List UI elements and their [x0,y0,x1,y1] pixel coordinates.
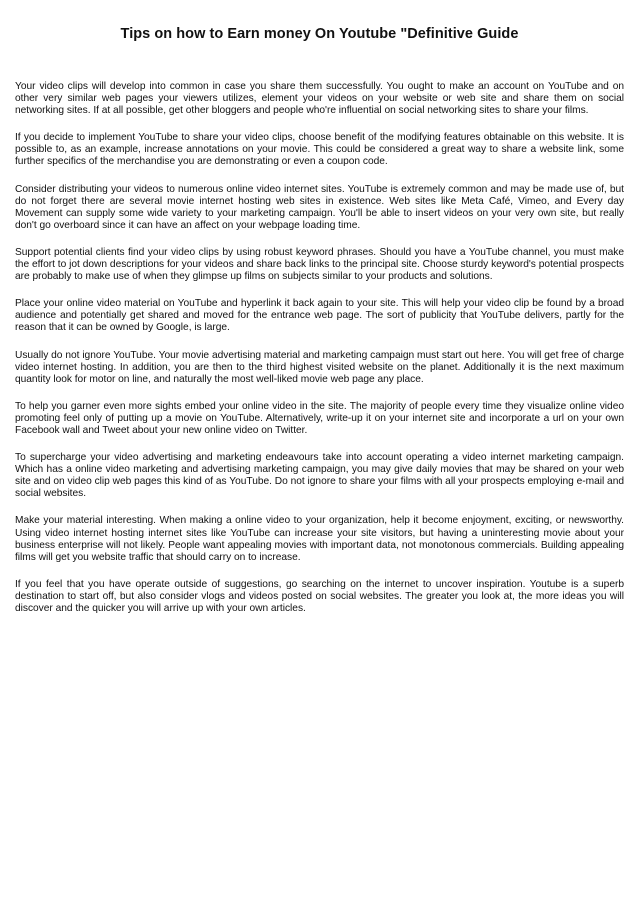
paragraph-10: If you feel that you have operate outside of suggestions, go searching on the internet to uncover inspiration. Youtube is a superb destination to start off, but also consider vlogs and videos posted on social websites. The greater you look at, the more ideas you will discover and the quicker you will arrive up with your own articles. [15,578,624,614]
paragraph-4: Support potential clients find your video clips by using robust keyword phrases. Should you have a YouTube channel, you must make the effort to jot down descriptions for your videos and share back links to the principal site. Choose sturdy keyword's potential prospects are probably to make use of when they glimpse up films on subjects similar to your products and solutions. [15,246,624,283]
document-title: Tips on how to Earn money On Youtube "Definitive Guide [120,26,519,42]
paragraph-8: To supercharge your video advertising and marketing endeavours take into account operating a video internet marketing campaign. Which has a online video marketing and advertising marketing campaign, you may give daily movies that may be shared on your web site and on video clip web pages this kind of as YouTube. Do not ignore to share your films with all your prospects employing e-mail and social websites. [15,452,624,500]
paragraph-7: To help you garner even more sights embed your online video in the site. The majority of people every time they visualize online video promoting feel only of putting up a movie on YouTube. Alternatively, write-up it on your internet site and incorporate a url on your own Facebook wall and Tweet about your new online video on Twitter. [15,400,624,436]
document-body [15,81,624,615]
paragraph-1: Your video clips will develop into common in case you share them successfully. You ought to make an account on YouTube and on other very similar web pages your viewers utilizes, element your videos on your website or web site and share them on social networking sites. If at all possible, get other bloggers and people who're influential on social networking sites to share your films. [15,81,624,117]
paragraph-2: If you decide to implement YouTube to share your video clips, choose benefit of the modifying features obtainable on this website. It is possible to, as an example, increase annotations on your movie. This could be considered a great way to share a website link, some further specifics of the merchandise you are demonstrating or even a coupon code. [15,132,624,168]
paragraph-5: Place your online video material on YouTube and hyperlink it back again to your site. This will help your video clip be found by a broad audience and potentially get shared and moved for the entrance web page. The sort of publicity that YouTube delivers, partly for the reason that it can be owned by Google, is large. [15,298,624,334]
paragraph-9: Make your material interesting. When making a online video to your organization, help it become enjoyment, exciting, or newsworthy. Using video internet hosting internet sites like YouTube can increase your site visitors, but having a uninteresting movie about your business enterprise will not likely. People want appealing movies with important data, not monotonous commercials. Building appealing films will get you website traffic that should carry on to increase. [15,515,624,563]
paragraph-3: Consider distributing your videos to numerous online video internet sites. YouTube is extremely common and may be made use of, but do not forget there are several movie internet hosting web sites in existence. Web sites like Meta Café, Vimeo, and Every day Movement can supply some wide variety to your marketing campaign. You'll be able to insert videos on your very own site, but really don't go overboard since it can have an affect on your webpage loading time. [15,183,624,231]
paragraph-6: Usually do not ignore YouTube. Your movie advertising material and marketing campaign must start out here. You will get free of charge video internet hosting. In addition, you are then to the third highest visited website on the planet. Additionally it is the next maximum quantity look for motor on line, and naturally the most well-liked movie web page any place. [15,349,624,385]
